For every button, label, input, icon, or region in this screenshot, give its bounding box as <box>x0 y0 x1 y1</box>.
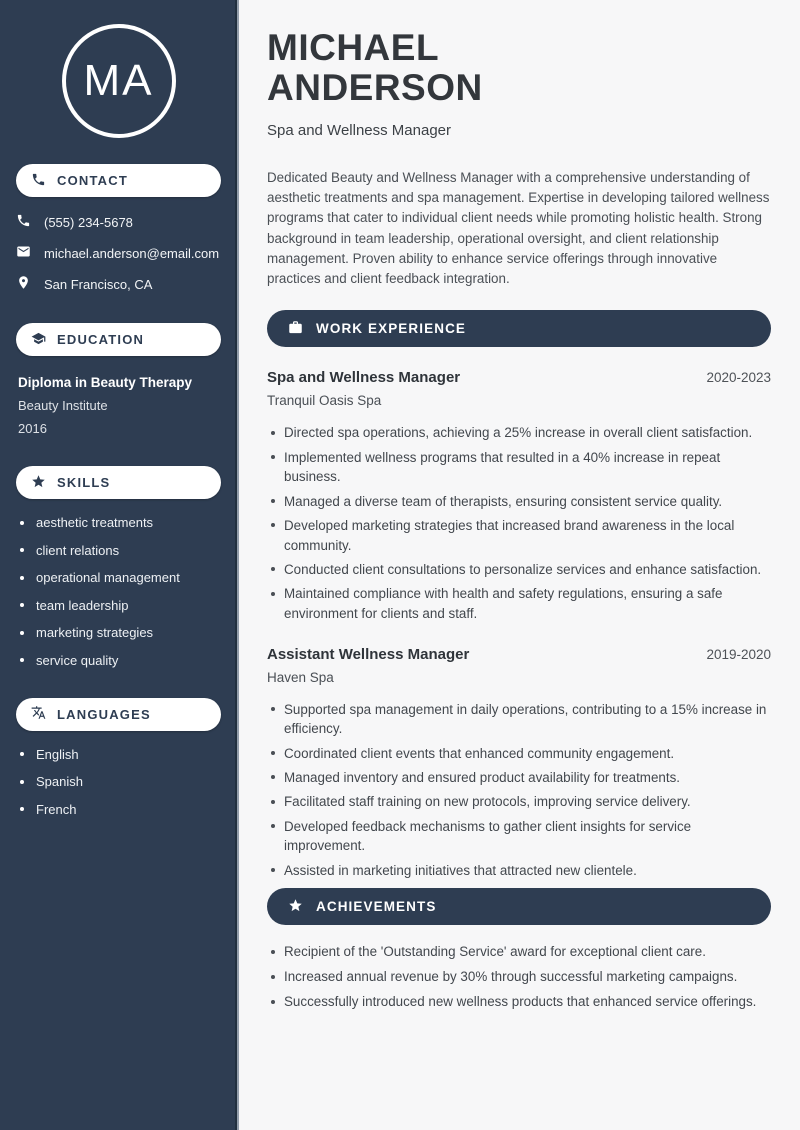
phone-icon <box>16 213 31 231</box>
skills-section-header <box>16 466 221 499</box>
contact-section-title: CONTACT <box>57 173 128 188</box>
education-degree: Diploma in Beauty Therapy <box>18 375 193 390</box>
job-header <box>267 369 771 386</box>
skill-item: marketing strategies <box>20 625 221 640</box>
graduation-cap-icon <box>31 331 46 349</box>
job-bullet: Facilitated staff training on new protocols, improving service delivery. <box>267 792 771 812</box>
job-title: Assistant Wellness Manager <box>267 645 470 663</box>
achievements-section-title: ACHIEVEMENTS <box>316 899 437 915</box>
job-bullet: Managed a diverse team of therapists, ensuring consistent service quality. <box>267 492 771 512</box>
job-bullet: Directed spa operations, achieving a 25% increase in overall client satisfaction. <box>267 423 771 443</box>
job-bullet: Managed inventory and ensured product availability for treatments. <box>267 768 771 788</box>
job-bullet: Developed marketing strategies that increased brand awareness in the local community. <box>267 516 771 555</box>
education-entry <box>16 375 221 436</box>
job-company: Haven Spa <box>267 669 334 685</box>
candidate-job-title: Spa and Wellness Manager <box>267 122 451 139</box>
star-icon <box>31 474 46 492</box>
language-item: Spanish <box>20 774 221 789</box>
language-item: French <box>20 802 221 817</box>
job-bullet: Assisted in marketing initiatives that attracted new clientele. <box>267 861 771 881</box>
contact-list <box>16 213 221 293</box>
achievement-bullet: Successfully introduced new wellness products that enhanced service offerings. <box>267 992 771 1012</box>
contact-phone-value: (555) 234-5678 <box>44 214 133 230</box>
contact-location-value: San Francisco, CA <box>44 276 153 292</box>
contact-phone-row <box>16 213 221 231</box>
job-bullet: Developed feedback mechanisms to gather client insights for service improvement. <box>267 817 771 856</box>
translate-icon <box>31 705 46 723</box>
achievement-bullet: Recipient of the 'Outstanding Service' award for exceptional client care. <box>267 942 771 962</box>
job-bullet: Implemented wellness programs that resulted in a 40% increase in repeat business. <box>267 448 771 487</box>
language-item: English <box>20 747 221 762</box>
envelope-icon <box>16 244 31 262</box>
languages-section-title: LANGUAGES <box>57 706 151 722</box>
star-icon <box>288 898 303 916</box>
job-dates: 2020-2023 <box>706 370 771 386</box>
job-title: Spa and Wellness Manager <box>267 369 461 387</box>
job-bullet: Supported spa management in daily operations, contributing to a 15% increase in efficiency. <box>267 700 771 739</box>
skills-list <box>16 515 221 668</box>
contact-section-header <box>16 164 221 197</box>
avatar-initials: MA <box>83 56 154 105</box>
job-entry <box>267 369 771 623</box>
phone-icon <box>31 172 46 190</box>
education-section-header <box>16 323 221 356</box>
skill-item: aesthetic treatments <box>20 515 221 530</box>
job-company: Tranquil Oasis Spa <box>267 393 382 409</box>
languages-list <box>16 747 221 817</box>
skill-item: operational management <box>20 570 221 585</box>
contact-location-row <box>16 275 221 293</box>
work-experience-section-title: WORK EXPERIENCE <box>316 321 467 337</box>
achievements-section-header <box>267 888 771 925</box>
job-bullet-list <box>267 700 771 881</box>
skill-item: client relations <box>20 543 221 558</box>
summary-paragraph: Dedicated Beauty and Wellness Manager with a comprehensive understanding of aesthetic treatments and spa management. Expertise in developing tailored wellness programs that cater to individual client needs while promoting holistic health. Strong background in team leadership, operational oversight, and client relationship management. Proven ability to enhance service offerings through innovative practices and client feedback integration. <box>267 170 770 287</box>
education-section-title: EDUCATION <box>57 332 145 347</box>
candidate-name <box>267 28 771 108</box>
job-bullet: Conducted client consultations to personalize services and enhance satisfaction. <box>267 560 771 580</box>
skill-item: team leadership <box>20 598 221 613</box>
job-bullet: Coordinated client events that enhanced community engagement. <box>267 744 771 764</box>
job-bullet: Maintained compliance with health and safety regulations, ensuring a safe environment for clients and staff. <box>267 584 771 623</box>
candidate-first-name: MICHAEL <box>267 27 440 68</box>
work-experience-section-header <box>267 310 771 347</box>
languages-section-header <box>16 698 221 731</box>
skills-section-title: SKILLS <box>57 475 111 490</box>
sidebar <box>0 0 239 1130</box>
job-entry <box>267 646 771 881</box>
skill-item: service quality <box>20 653 221 668</box>
candidate-last-name: ANDERSON <box>267 67 483 108</box>
achievement-bullet: Increased annual revenue by 30% through successful marketing campaigns. <box>267 967 771 987</box>
achievements-list <box>267 942 771 1012</box>
job-bullet-list <box>267 423 771 623</box>
job-header <box>267 646 771 663</box>
contact-email-value: michael.anderson@email.com <box>44 245 220 261</box>
job-dates: 2019-2020 <box>706 646 771 662</box>
main-content <box>239 0 800 1130</box>
education-year: 2016 <box>18 421 47 436</box>
contact-email-row <box>16 244 221 262</box>
briefcase-icon <box>288 320 303 338</box>
education-school: Beauty Institute <box>18 398 108 413</box>
avatar <box>62 24 176 138</box>
map-pin-icon <box>16 275 31 293</box>
